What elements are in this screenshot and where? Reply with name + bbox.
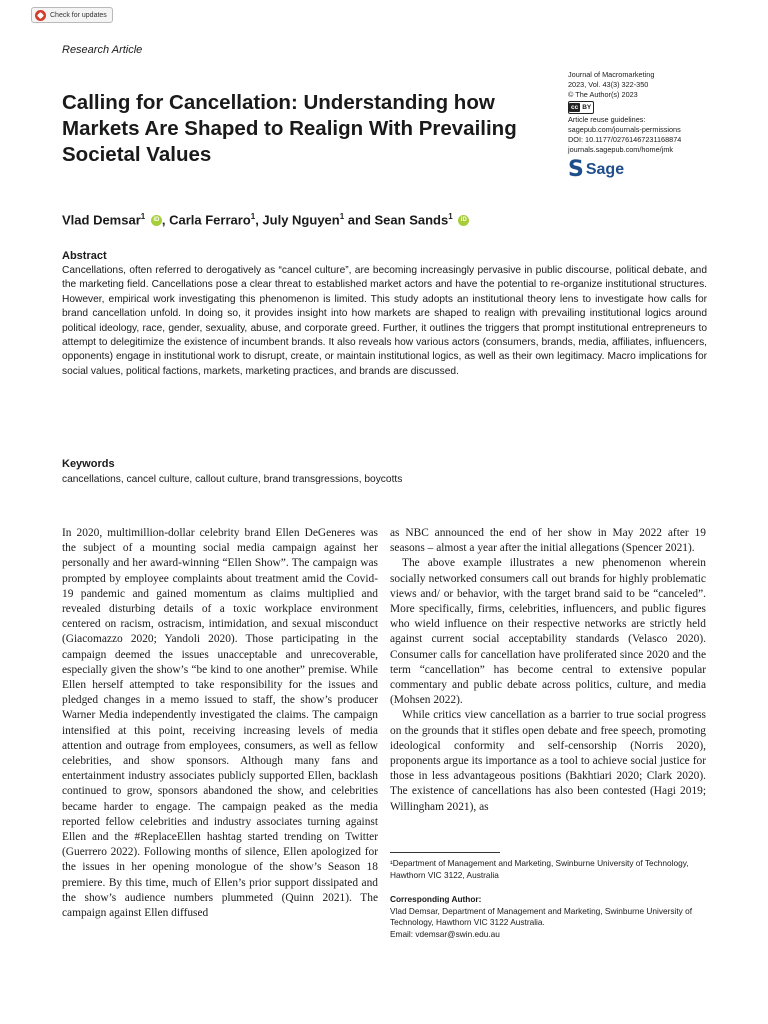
- affiliation-mark: 1: [448, 212, 453, 221]
- body-paragraph: as NBC announced the end of her show in May 2022 after 19 seasons – almost a year after the initial allegations (Spencer 2021).: [390, 527, 706, 555]
- keywords-text: cancellations, cancel culture, callout culture, brand transgressions, boycotts: [62, 474, 403, 485]
- body-column-left: [62, 526, 378, 921]
- check-for-updates-badge[interactable]: [31, 7, 113, 23]
- author-separator: ,: [161, 212, 170, 228]
- affiliation-mark: 1: [339, 212, 345, 221]
- publisher-name: Sage: [585, 161, 625, 178]
- author-name: Vlad Demsar: [62, 212, 141, 228]
- journal-volume: 2023, Vol. 43(3) 322-350: [568, 80, 649, 89]
- orcid-icon[interactable]: iD: [458, 215, 469, 226]
- affiliation-mark: 1: [250, 212, 256, 221]
- journal-home-link[interactable]: journals.sagepub.com/home/jmk: [568, 145, 674, 154]
- publisher-logo: [568, 159, 748, 181]
- footnote: [390, 858, 706, 940]
- body-paragraph: While critics view cancellation as a barrier to true social progress on the grounds that it stifles open debate and free speech, promoting ideological conformity and self-censorship (Norris 2020), proponents argue its importance as a tool to achieve social justice for those in less advantageous positions (Bakhtiari 2020; Clark 2020). The existence of cancellations has also been contested (Hagi 2019; Willingham 2021), as: [390, 709, 706, 813]
- corresponding-author-email[interactable]: Email: vdemsar@swin.edu.au: [390, 928, 500, 939]
- reuse-link[interactable]: sagepub.com/journals-permissions: [568, 125, 681, 134]
- journal-name: Journal of Macromarketing: [568, 70, 655, 79]
- author-name: Sean Sands: [374, 212, 449, 228]
- reuse-guidelines: Article reuse guidelines:: [568, 115, 646, 124]
- sage-logo-icon: S: [568, 157, 584, 182]
- abstract-heading: Abstract: [62, 250, 107, 262]
- body-paragraph: The above example illustrates a new phenomenon wherein socially networked consumers call out brands for highly problematic views and/ or behavior, with the target brand said to be “canceled”. More specifically, firms, celebrities, influencers, and public figures who wield influence on their respective networks are strictly held against current social acceptability standards (Velasco 2020). Consumer calls for cancellation have proliferated since 2020 and the term “cancellation” has become central to extensive popular commentary and public debate across politics, culture, and media (Mohsen 2022).: [390, 557, 706, 707]
- abstract-text: Cancellations, often referred to derogatively as “cancel culture”, are becoming increasingly pervasive in public discourse, political debate, and the marketing field. Cancellations pose a clear threat to established market actors and have the potential to re-organize institutional structures. However, empirical work investigating this phenomenon is limited. This study adopts an institutional theory lens to investigate how calls for brand cancellation unfold. In doing so, it provides insight into how markets are shaped to realign with prevailing institutional logics around political ideology, race, gender, sexuality, abuse, and corporate greed. Further, it outlines the triggers that prompt institutional entrepreneurs to attempt to delegitimize the existence of incumbent brands. It also reveals how various actors (consumers, brands, media, affiliates, influencers, opponents) engage in institutional work to disrupt, create, or maintain institutional logics, as well as their own legitimacy. Macro implications for social values, political factions, markets, marketing practices, and brands are discussed.: [62, 265, 707, 377]
- update-icon: [35, 10, 46, 21]
- footnote-divider: [390, 852, 500, 853]
- doi[interactable]: DOI: 10.1177/02761467231168874: [568, 135, 682, 144]
- body-paragraph: In 2020, multimillion-dollar celebrity brand Ellen DeGeneres was the subject of a mounting social media campaign against her personally and her award-winning “Ellen Show”. The campaign was prompted by employee complaints about treatment amid the Covid-19 pandemic and gained momentum as claims multiplied and revealed disturbing details of a toxic workplace environment centered on racism, ostracism, intimidation, and sexual misconduct (Giacomazzo 2020; Yandoli 2020). Those participating in the campaign deemed the issues unacceptable and unrecoverable, especially given the show’s “be kind to one another” premise. While Ellen herself attempted to take responsibility for the issues and pledged changes in a memo issued to staff, the show’s producer Warner Media independently investigated the claims. The campaign intensified at this point, receiving increasing levels of media attention and outrage from employees, consumers, as well as fellow celebrities, and show sponsors. Although many fans and entertainment industry associates publicly supported Ellen, backlash continued to grow, sponsors abandoned the show, and celebrities became harder to engage. The campaign peaked as the media reported fellow celebrities and industry associates turning against Ellen and the #ReplaceEllen hashtag started trending on Twitter (Guerrero 2022). Following months of silence, Ellen apologized for the issues in her opening monologue of the show’s Season 18 premiere. By this time, much of Ellen’s prior support dissipated and the show’s audience numbers plummeted (Quinn 2021). The campaign against Ellen diffused: [62, 527, 378, 920]
- journal-info: [568, 70, 748, 181]
- author-name: Carla Ferraro: [169, 212, 251, 228]
- cc-license-badge[interactable]: [568, 101, 594, 114]
- keywords-heading: Keywords: [62, 458, 115, 470]
- author-list: [62, 212, 469, 227]
- author-separator: and: [344, 212, 375, 228]
- corresponding-author-heading: Corresponding Author:: [390, 894, 482, 904]
- affiliation-footnote: ¹Department of Management and Marketing, Swinburne University of Technology, Hawthorn VIC 3122, Australia: [390, 858, 689, 880]
- author-separator: ,: [255, 212, 263, 228]
- affiliation-mark: 1: [140, 212, 146, 221]
- by-icon: BY: [582, 104, 592, 111]
- corresponding-author-text: Vlad Demsar, Department of Management and Marketing, Swinburne University of Technology, Hawthorn VIC 3122 Australia.: [390, 905, 693, 927]
- copyright: © The Author(s) 2023: [568, 90, 638, 99]
- cc-icon: cc: [571, 104, 579, 111]
- check-for-updates-label: Check for updates: [50, 11, 107, 19]
- orcid-icon[interactable]: iD: [151, 215, 162, 226]
- author-name: July Nguyen: [262, 212, 340, 228]
- body-column-right: [390, 526, 706, 815]
- article-title: Calling for Cancellation: Understanding how Markets Are Shaped to Realign With Prevailing Societal Values: [62, 91, 517, 166]
- article-type: Research Article: [62, 44, 143, 56]
